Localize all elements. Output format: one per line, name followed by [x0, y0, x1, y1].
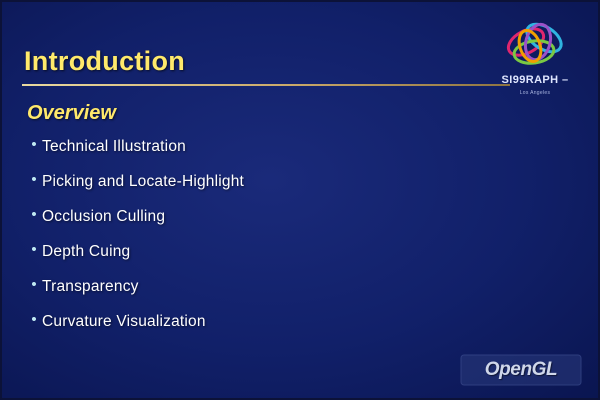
- siggraph-wordmark: SI99RAPH –: [501, 74, 569, 86]
- list-item: [26, 138, 446, 173]
- list-item-label: Picking and Locate-Highlight: [42, 173, 245, 190]
- siggraph-rings-icon: [482, 12, 588, 82]
- list-item-label: Curvature Visualization: [42, 313, 206, 330]
- list-item-label: Occlusion Culling: [42, 208, 166, 225]
- title-divider: [22, 84, 510, 86]
- list-item: [26, 278, 446, 313]
- bullet-dot-icon: •: [31, 311, 37, 328]
- bullet-dot-icon: •: [31, 171, 37, 188]
- opengl-wordmark: OpenGL: [484, 359, 558, 380]
- siggraph-subtitle: Los Angeles: [519, 90, 551, 96]
- opengl-logo: [460, 354, 582, 386]
- siggraph-logo: [482, 12, 588, 98]
- list-item: [26, 243, 446, 278]
- bullet-dot-icon: •: [31, 276, 37, 293]
- bullet-dot-icon: •: [31, 136, 37, 153]
- page-title: Introduction: [24, 46, 186, 76]
- list-item: [26, 208, 446, 243]
- list-item-label: Transparency: [42, 278, 139, 295]
- bullet-list: [26, 138, 446, 348]
- section-heading: Overview: [27, 102, 116, 124]
- list-item: [26, 313, 446, 348]
- list-item-label: Technical Illustration: [42, 138, 186, 155]
- list-item: [26, 173, 446, 208]
- bullet-dot-icon: •: [31, 241, 37, 258]
- bullet-dot-icon: •: [31, 206, 37, 223]
- list-item-label: Depth Cuing: [42, 243, 131, 260]
